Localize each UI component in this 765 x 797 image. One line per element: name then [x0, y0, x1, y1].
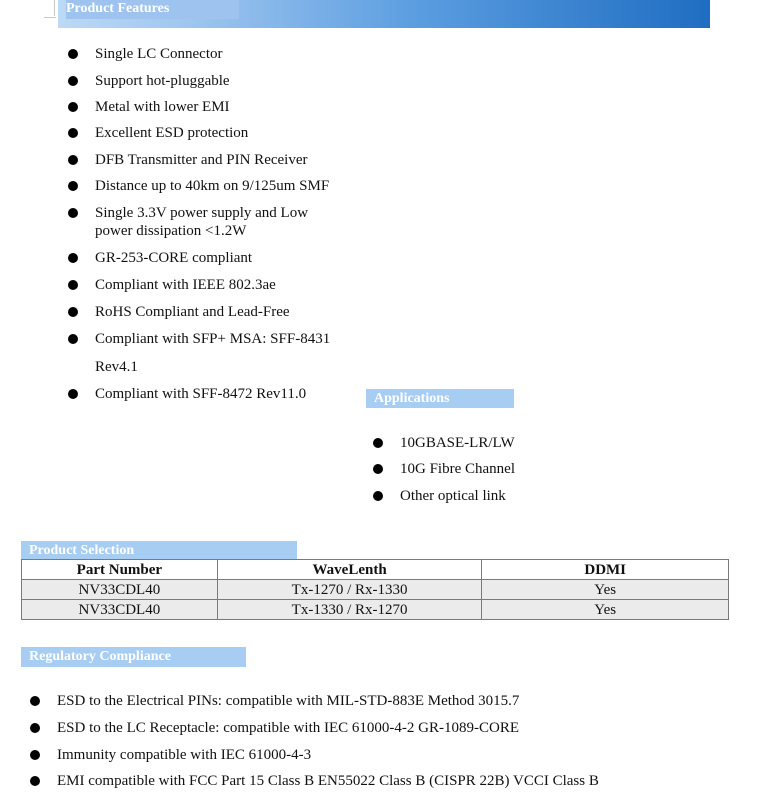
- table-header-row: [22, 560, 729, 580]
- bullet-icon: [68, 334, 78, 344]
- product-selection-title: Product Selection: [29, 543, 135, 558]
- bullet-icon: [68, 389, 78, 399]
- bullet-icon: [373, 491, 383, 501]
- bullet-icon: [373, 464, 383, 474]
- margin-mark-vertical: [54, 0, 55, 16]
- list-item-continuation: Rev4.1: [95, 359, 138, 375]
- list-item: Single LC Connector: [95, 45, 223, 63]
- list-item: DFB Transmitter and PIN Receiver: [95, 151, 307, 169]
- list-item: ESD to the Electrical PINs: compatible with MIL-STD-883E Method 3015.7: [57, 692, 519, 710]
- ddmi-cell: Yes: [482, 600, 729, 620]
- list-item: Metal with lower EMI: [95, 98, 230, 116]
- product-features-title: Product Features: [66, 0, 239, 19]
- list-item-continuation: power dissipation <1.2W: [95, 223, 247, 239]
- list-item: Excellent ESD protection: [95, 124, 248, 142]
- list-item: Compliant with SFF-8472 Rev11.0: [95, 385, 306, 403]
- bullet-icon: [68, 155, 78, 165]
- bullet-icon: [68, 102, 78, 112]
- bullet-icon: [68, 181, 78, 191]
- product-features-header: [58, 0, 710, 28]
- list-item: Immunity compatible with IEC 61000-4-3: [57, 746, 311, 764]
- bullet-icon: [68, 253, 78, 263]
- bullet-icon: [68, 208, 78, 218]
- list-item: Other optical link: [400, 487, 506, 505]
- bullet-icon: [30, 696, 40, 706]
- table-row: [22, 580, 729, 600]
- list-item: 10G Fibre Channel: [400, 460, 515, 478]
- wavelength-cell: Tx-1270 / Rx-1330: [217, 580, 482, 600]
- regulatory-compliance-header: [21, 647, 246, 667]
- applications-header: [366, 389, 514, 408]
- table-row: [22, 600, 729, 620]
- column-header-wavelength: WaveLenth: [217, 560, 482, 580]
- column-header-ddmi: DDMI: [482, 560, 729, 580]
- part-number-cell: NV33CDL40: [22, 600, 218, 620]
- list-item: Single 3.3V power supply and Low: [95, 204, 308, 222]
- applications-title: Applications: [374, 391, 450, 406]
- bullet-icon: [68, 128, 78, 138]
- list-item: Compliant with SFP+ MSA: SFF-8431: [95, 330, 330, 348]
- bullet-icon: [30, 750, 40, 760]
- bullet-icon: [68, 307, 78, 317]
- part-number-cell: NV33CDL40: [22, 580, 218, 600]
- bullet-icon: [373, 438, 383, 448]
- list-item: GR-253-CORE compliant: [95, 249, 252, 267]
- bullet-icon: [30, 723, 40, 733]
- list-item: Compliant with IEEE 802.3ae: [95, 276, 276, 294]
- list-item: RoHS Compliant and Lead-Free: [95, 303, 290, 321]
- bullet-icon: [68, 280, 78, 290]
- list-item: Distance up to 40km on 9/125um SMF: [95, 177, 329, 195]
- product-selection-table: [21, 559, 729, 620]
- list-item: EMI compatible with FCC Part 15 Class B EN55022 Class B (CISPR 22B) VCCI Class B: [57, 772, 599, 790]
- list-item: 10GBASE-LR/LW: [400, 434, 515, 452]
- list-item: ESD to the LC Receptacle: compatible with IEC 61000-4-2 GR-1089-CORE: [57, 719, 519, 737]
- product-selection-header: [21, 541, 297, 559]
- regulatory-compliance-title: Regulatory Compliance: [29, 649, 171, 664]
- margin-mark-horizontal: [44, 17, 56, 18]
- wavelength-cell: Tx-1330 / Rx-1270: [217, 600, 482, 620]
- list-item: Support hot-pluggable: [95, 72, 230, 90]
- bullet-icon: [68, 49, 78, 59]
- column-header-part-number: Part Number: [22, 560, 218, 580]
- bullet-icon: [68, 76, 78, 86]
- bullet-icon: [30, 776, 40, 786]
- ddmi-cell: Yes: [482, 580, 729, 600]
